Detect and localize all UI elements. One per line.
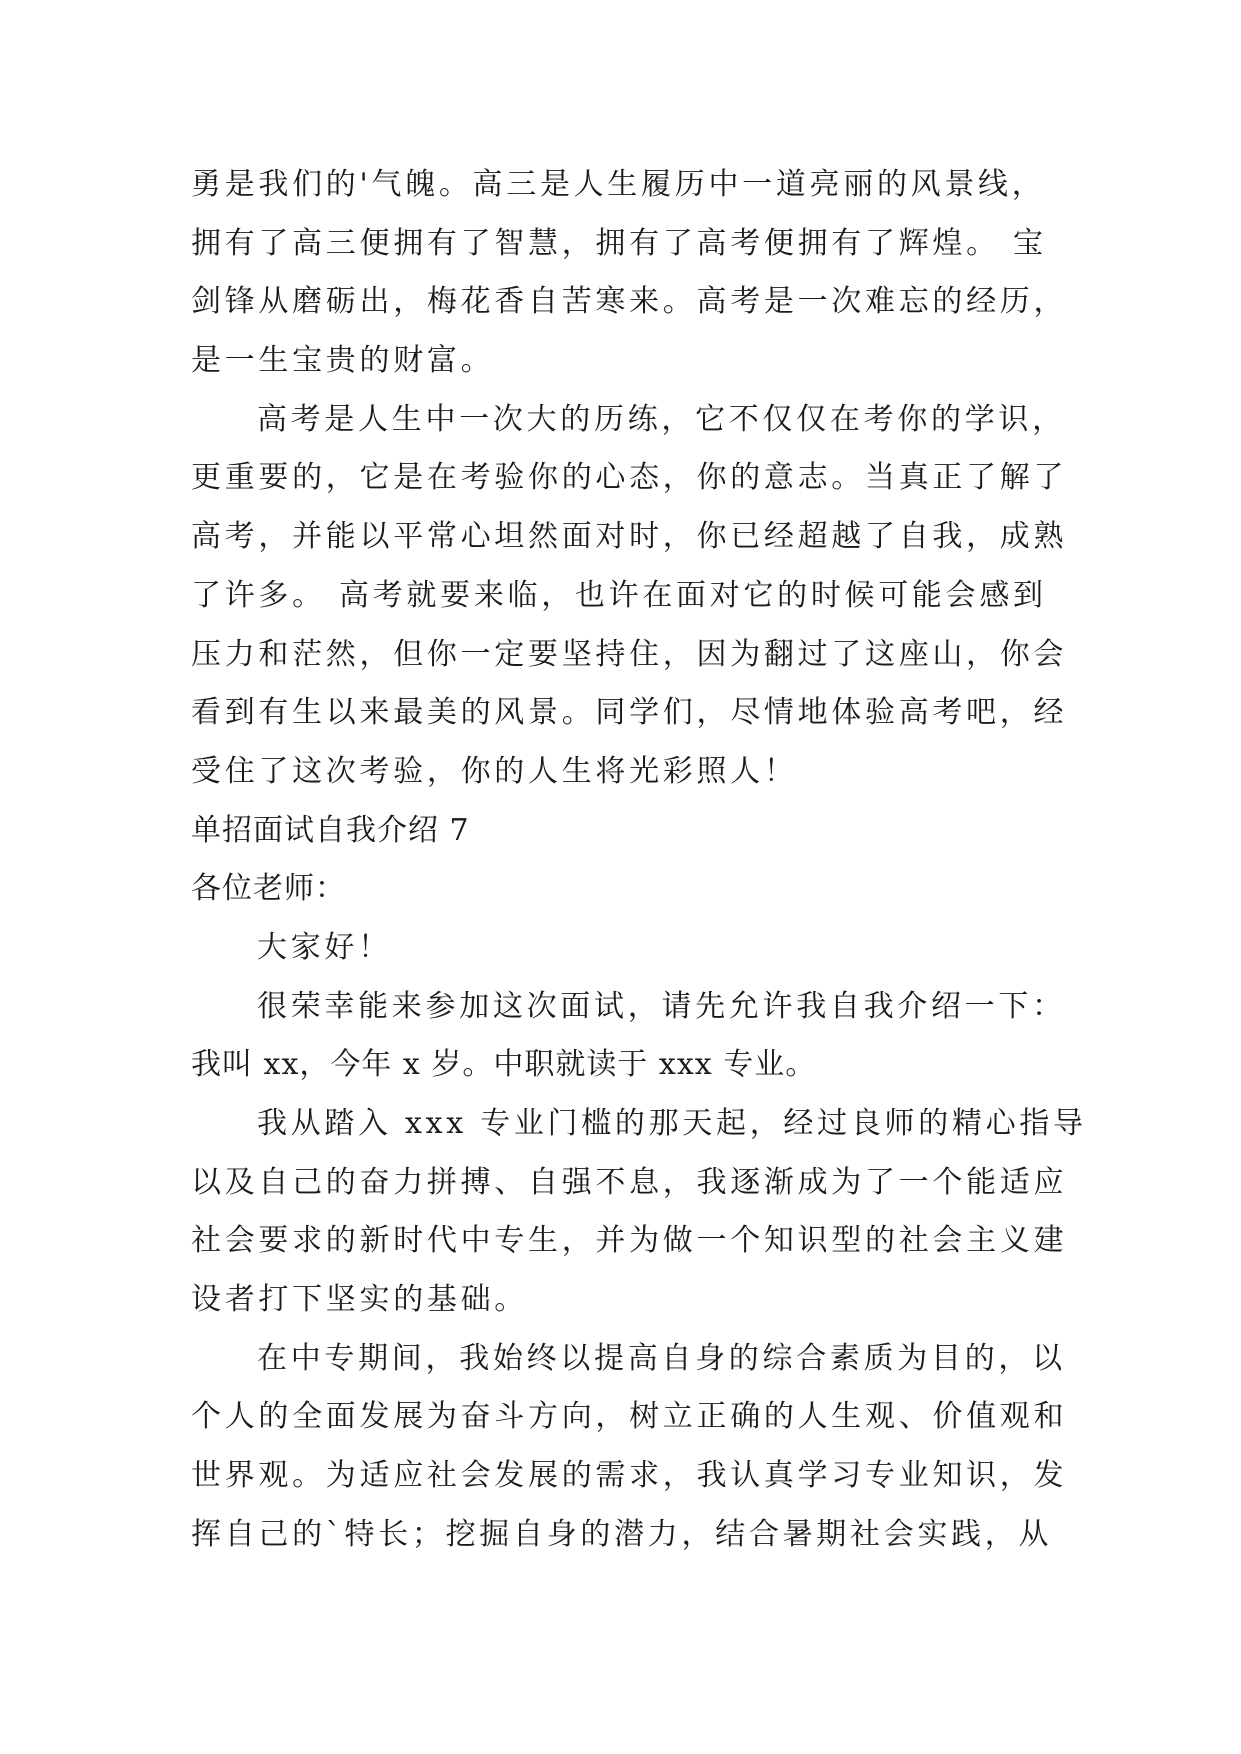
document-body (191, 156, 1087, 1565)
text-line: 更重要的，它是在考验你的心态，你的意志。当真正了解了 (191, 460, 1068, 496)
text-line: 社会要求的新时代中专生，并为做一个知识型的社会主义建 (191, 1223, 1068, 1259)
text-line: 设者打下坚实的基础。 (191, 1282, 528, 1318)
text-line: 是一生宝贵的财富。 (191, 343, 495, 379)
text-line: 拥有了高三便拥有了智慧，拥有了高考便拥有了辉煌。 宝 (191, 225, 1047, 261)
paragraph-first-line: 很荣幸能来参加这次面试，请先允许我自我介绍一下： (257, 988, 1066, 1024)
text-line: 看到有生以来最美的风景。同学们，尽情地体验高考吧，经 (191, 695, 1068, 731)
text-line: 世界观。为适应社会发展的需求，我认真学习专业知识，发 (191, 1458, 1068, 1494)
text-line: 个人的全面发展为奋斗方向，树立正确的人生观、价值观和 (191, 1399, 1068, 1435)
salutation: 各位老师： (191, 871, 346, 907)
paragraph-first-line: 高考是人生中一次大的历练，它不仅仅在考你的学识， (257, 401, 1066, 437)
text-line: 了许多。 高考就要来临，也许在面对它的时候可能会感到 (191, 577, 1047, 613)
text-line: 勇是我们的'气魄。高三是人生履历中一道亮丽的风景线， (191, 167, 1046, 202)
paragraph-first-line: 在中专期间，我始终以提高自身的综合素质为目的，以 (257, 1340, 1066, 1376)
text-line: 挥自己的`特长；挖掘自身的潜力，结合暑期社会实践，从 (191, 1516, 1053, 1552)
text-line: 剑锋从磨砺出，梅花香自苦寒来。高考是一次难忘的经历， (191, 284, 1068, 320)
paragraph-first-line: 我从踏入 xxx 专业门槛的那天起，经过良师的精心指导 (257, 1106, 1087, 1141)
text-line: 以及自己的奋力拼搏、自强不息，我逐渐成为了一个能适应 (191, 1164, 1068, 1200)
text-line: 我叫 xx，今年 x 岁。中职就读于 xxx 专业。 (191, 1047, 817, 1083)
text-line: 压力和茫然，但你一定要坚持住，因为翻过了这座山，你会 (191, 636, 1068, 672)
text-line: 高考，并能以平常心坦然面对时，你已经超越了自我，成熟 (191, 519, 1068, 555)
text-line: 受住了这次考验，你的人生将光彩照人！ (191, 753, 798, 789)
greeting: 大家好！ (257, 929, 392, 965)
section-heading: 单招面试自我介绍 7 (191, 812, 470, 848)
